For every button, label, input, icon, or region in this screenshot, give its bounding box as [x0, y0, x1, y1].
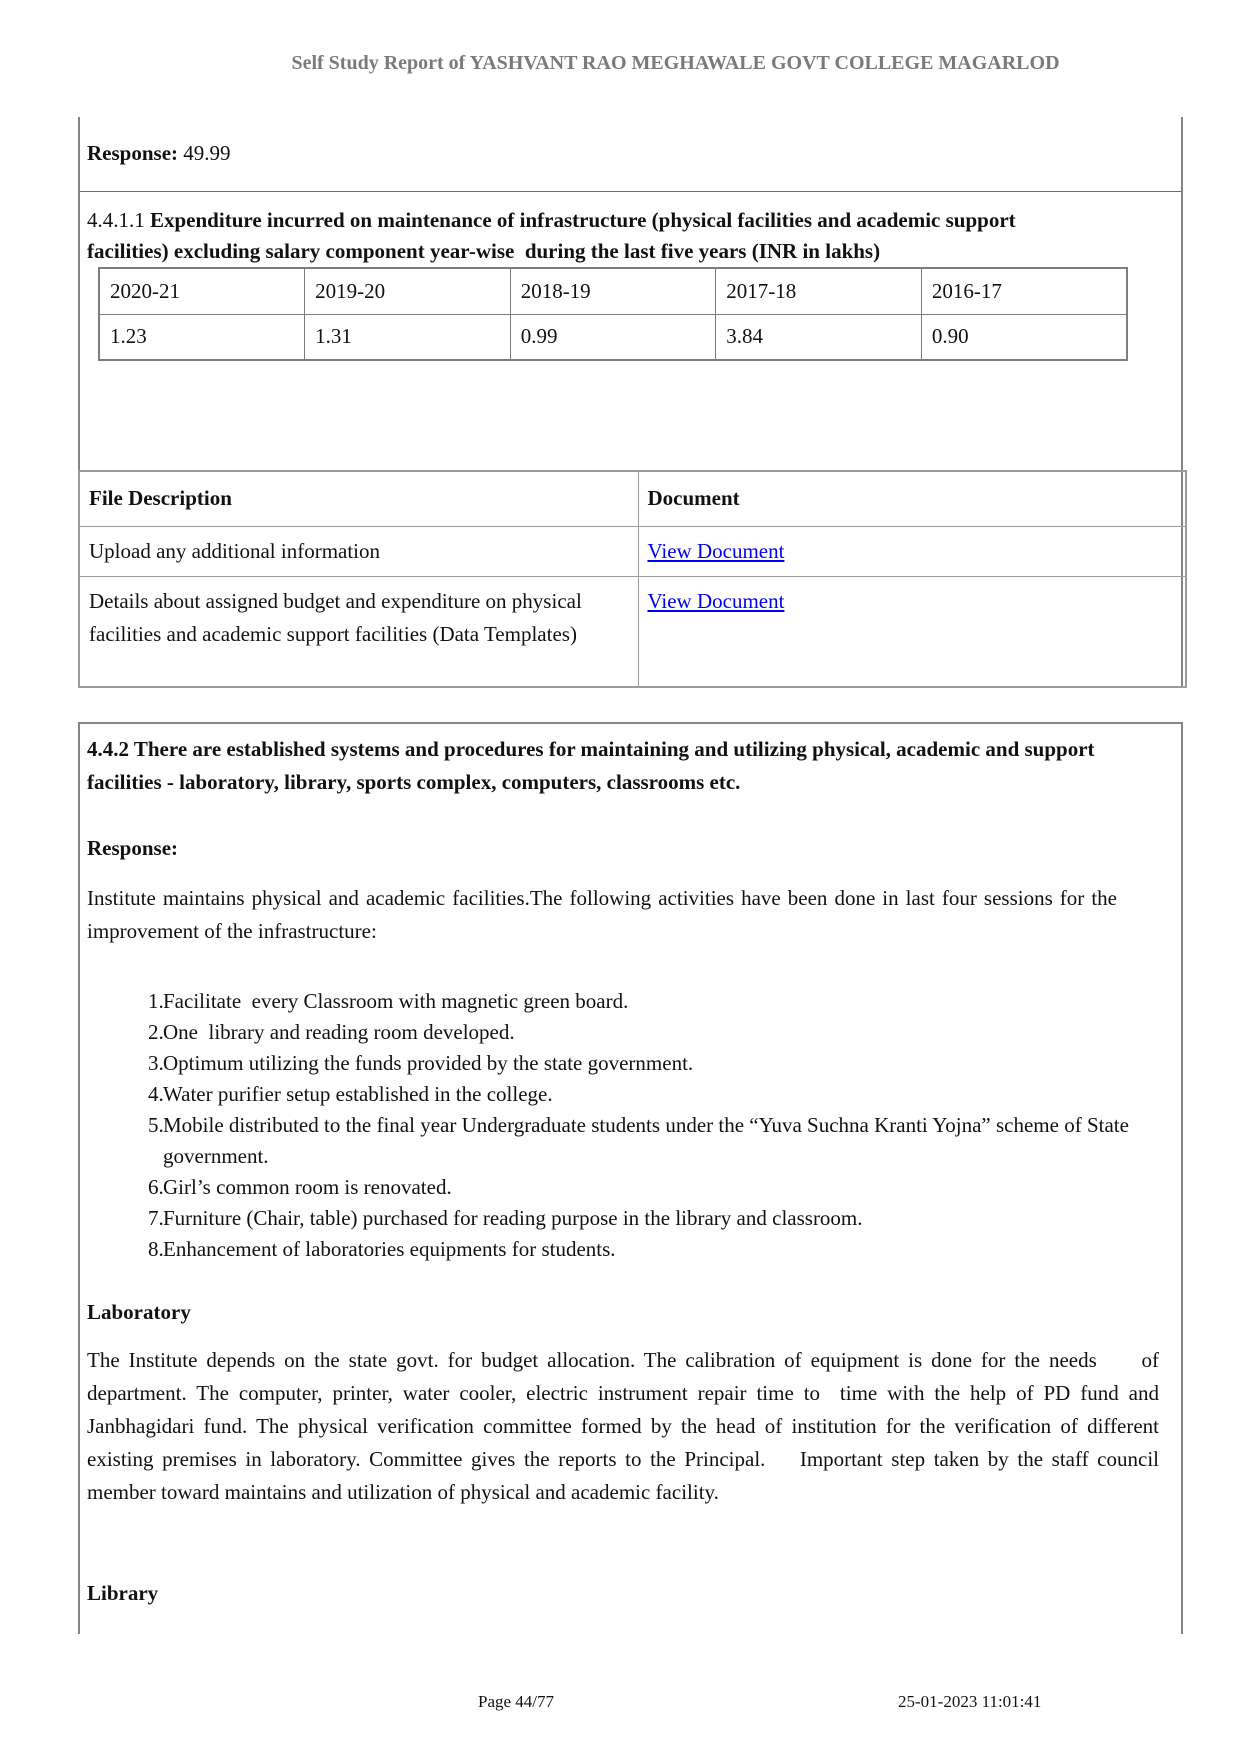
year-value-cell: 1.31	[305, 314, 511, 360]
heading-442: 4.4.2 There are established systems and procedures for maintaining and utilizing physical, academic and support facilities - laboratory, library, sports complex, computers, classrooms etc.	[87, 737, 1095, 794]
view-document-link[interactable]: View Document	[647, 588, 785, 613]
response-label: Response:	[87, 141, 179, 165]
document-cell	[638, 576, 1186, 687]
table-row	[79, 526, 1186, 576]
section-442-box	[78, 722, 1183, 1634]
year-value-cell: 0.90	[921, 314, 1127, 360]
table-row	[79, 576, 1186, 687]
list-item: Girl’s common room is renovated.	[163, 1175, 452, 1199]
expenditure-years-table	[98, 267, 1128, 361]
file-description-cell: Upload any additional information	[79, 526, 638, 576]
list-item: Optimum utilizing the funds provided by the state government.	[163, 1051, 694, 1075]
year-header-cell: 2018-19	[510, 268, 716, 314]
activities-list	[163, 986, 1148, 1265]
document-header: Document	[638, 471, 1186, 526]
file-description-cell: Details about assigned budget and expenditure on physical facilities and academic support facilities (Data Templates)	[79, 576, 638, 687]
year-header-cell: 2019-20	[305, 268, 511, 314]
list-item: Enhancement of laboratories equipments for students.	[163, 1237, 616, 1261]
document-cell	[638, 526, 1186, 576]
list-item: One library and reading room developed.	[163, 1020, 515, 1044]
year-value-cell: 0.99	[510, 314, 716, 360]
library-heading: Library	[87, 1581, 159, 1605]
file-description-table	[78, 470, 1187, 688]
laboratory-paragraph: The Institute depends on the state govt. for budget allocation. The calibration of equipment is done for the needs of department. The computer, printer, water cooler, electric instrument repair time to time with the help of PD fund and Janbhagidari fund. The physical verification committee formed by the head of institution for the verification of different existing premises in laboratory. Committee gives the reports to the Principal. Important step taken by the staff council member toward maintains and utilization of physical and academic facility.	[87, 1348, 1159, 1504]
footer-timestamp: 25-01-2023 11:01:41	[898, 1692, 1042, 1711]
list-item: Mobile distributed to the final year Undergraduate students under the “Yuva Suchna Kranti Yojna” scheme of State government.	[163, 1113, 1129, 1168]
year-header-cell: 2017-18	[716, 268, 922, 314]
files-header-row	[79, 471, 1186, 526]
year-header-cell: 2020-21	[99, 268, 305, 314]
report-header-title: Self Study Report of YASHVANT RAO MEGHAWALE GOVT COLLEGE MAGARLOD	[291, 52, 1060, 74]
view-document-link[interactable]: View Document	[647, 538, 785, 563]
heading-4411-text: Expenditure incurred on maintenance of infrastructure (physical facilities and academic support facilities) excluding salary component year-wise during the last five years (INR in lakhs)	[87, 208, 1016, 263]
section-4411-box	[78, 117, 1183, 688]
footer-page-number: Page 44/77	[478, 1692, 555, 1711]
heading-4411-number: 4.4.1.1	[87, 208, 145, 232]
year-header-cell: 2016-17	[921, 268, 1127, 314]
file-description-header: File Description	[79, 471, 638, 526]
laboratory-heading: Laboratory	[87, 1300, 191, 1324]
response-label: Response:	[87, 836, 179, 860]
heading-4411	[87, 205, 1097, 267]
years-header-row	[99, 268, 1127, 314]
list-item: Furniture (Chair, table) purchased for reading purpose in the library and classroom.	[163, 1206, 863, 1230]
section-divider	[80, 191, 1181, 192]
response-line	[87, 140, 231, 166]
year-value-cell: 1.23	[99, 314, 305, 360]
years-values-row	[99, 314, 1127, 360]
list-item: Facilitate every Classroom with magnetic green board.	[163, 989, 629, 1013]
intro-paragraph: Institute maintains physical and academic facilities.The following activities have been done in last four sessions for the improvement of the infrastructure:	[87, 886, 1117, 943]
list-item: Water purifier setup established in the college.	[163, 1082, 553, 1106]
response-value: 49.99	[183, 141, 231, 165]
year-value-cell: 3.84	[716, 314, 922, 360]
